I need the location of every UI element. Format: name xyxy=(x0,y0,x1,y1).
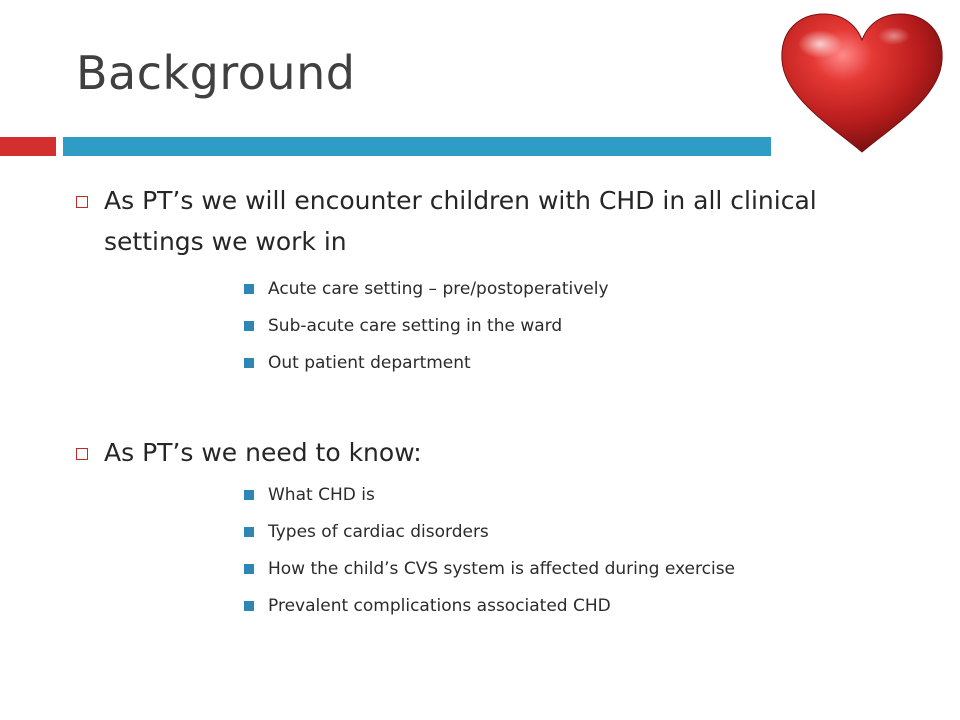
filled-square-bullet-icon xyxy=(244,601,254,611)
filled-square-bullet-icon xyxy=(244,527,254,537)
sub-bullet-list-need-to-know xyxy=(244,476,735,624)
list-item-text: Types of cardiac disorders xyxy=(268,521,489,542)
list-item-text: Prevalent complications associated CHD xyxy=(268,595,611,616)
list-item xyxy=(244,513,735,550)
list-item-text: Out patient department xyxy=(268,352,471,373)
list-item xyxy=(244,587,735,624)
title-accent-red-bar xyxy=(0,137,56,156)
bullet-need-to-know xyxy=(76,438,844,473)
list-item-text: What CHD is xyxy=(268,484,375,505)
title-accent-blue-bar xyxy=(63,137,771,156)
list-item-text: Sub-acute care setting in the ward xyxy=(268,315,563,336)
hollow-square-bullet-icon xyxy=(76,196,88,208)
bullet-settings xyxy=(76,186,844,262)
filled-square-bullet-icon xyxy=(244,284,254,294)
filled-square-bullet-icon xyxy=(244,564,254,574)
filled-square-bullet-icon xyxy=(244,321,254,331)
bullet-text: As PT’s we will encounter children with CHD in all clinical settings we work in xyxy=(104,186,817,256)
filled-square-bullet-icon xyxy=(244,490,254,500)
list-item xyxy=(244,344,609,381)
list-item xyxy=(244,307,609,344)
filled-square-bullet-icon xyxy=(244,358,254,368)
list-item-text: Acute care setting – pre/postoperatively xyxy=(268,278,609,299)
list-item-text: How the child’s CVS system is affected during exercise xyxy=(268,558,736,579)
heart-icon xyxy=(776,10,948,156)
list-item xyxy=(244,476,735,513)
sub-bullet-list-settings xyxy=(244,270,609,381)
bullet-text: As PT’s we need to know: xyxy=(104,438,422,467)
list-item xyxy=(244,550,735,587)
hollow-square-bullet-icon xyxy=(76,448,88,460)
slide-title: Background xyxy=(76,46,356,100)
list-item xyxy=(244,270,609,307)
